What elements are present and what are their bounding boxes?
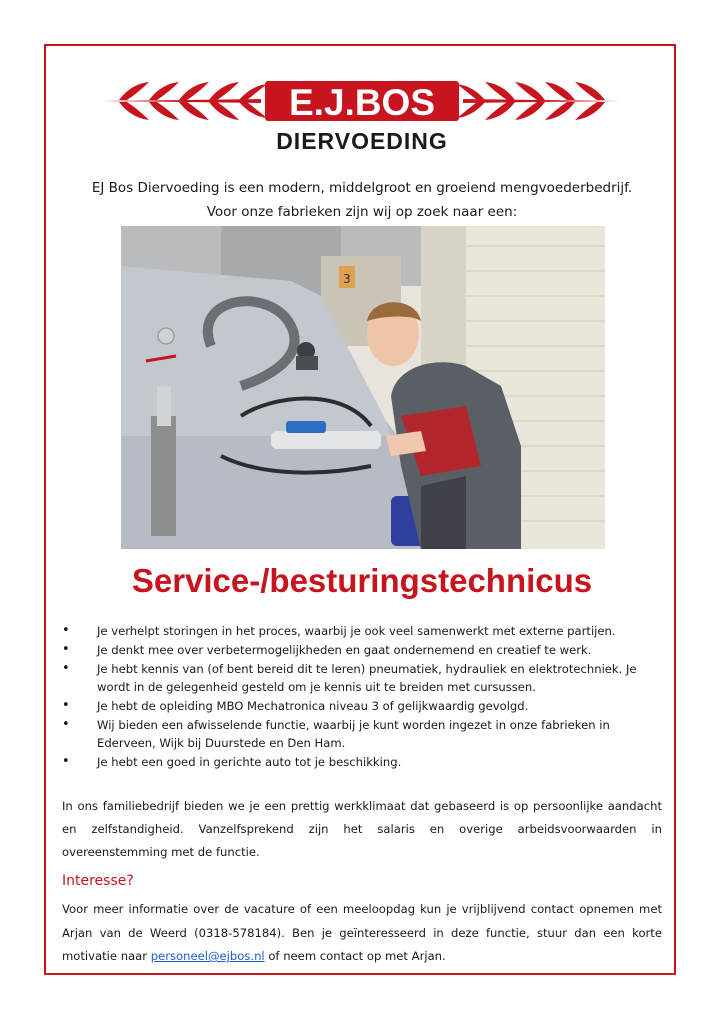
wheat-right-icon (457, 82, 621, 120)
logo-subtitle: DIERVOEDING (276, 128, 448, 154)
ejbos-logo (101, 78, 623, 124)
contact-text: Voor meer informatie over de vacature of een meeloopdag kun je vrijblijvend contact opnemen met Arjan van de Weerd (0318-578184). Ben je geïnteresseerd in deze functie, stuur dan een korte motivatie naar (62, 902, 662, 963)
wheat-left-icon (103, 82, 267, 120)
company-paragraph: In ons familiebedrijf bieden we je een prettig werkklimaat dat gebaseerd is op persoonlijke aandacht en zelfstandigheid. Vanzelfsprekend zijn het salaris en overige arbeidsvoorwaarden in overeenstemming met de functie. (62, 799, 662, 859)
list-item: • Je denkt mee over verbetermogelijkheden en gaat ondernemend en creatief te werk. (62, 641, 662, 659)
list-item: • Wij bieden een afwisselende functie, waarbij je kunt worden ingezet in onze fabrieken in Ederveen, Wijk bij Duurstede en Den Ham. (62, 716, 662, 752)
intro-text (60, 176, 664, 224)
requirements-list (62, 622, 662, 772)
intro-line-2: Voor onze fabrieken zijn wij op zoek naar een: (206, 204, 518, 220)
logo-text: E.J.BOS (289, 82, 435, 123)
interest-heading: Interesse? (62, 873, 134, 889)
job-title: Service-/besturingstechnicus (131, 562, 593, 599)
list-item: • Je hebt een goed in gerichte auto tot je beschikking. (62, 753, 662, 771)
email-link[interactable]: personeel@ejbos.nl (150, 949, 265, 963)
list-item: • Je hebt kennis van (of bent bereid dit te leren) pneumatiek, hydrauliek en elektrotechniek. Je wordt in de gelegenheid gesteld om je kennis uit te breiden met cursussen. (62, 660, 662, 696)
list-item: • Je hebt de opleiding MBO Mechatronica niveau 3 of gelijkwaardig gevolgd. (62, 697, 662, 715)
list-item: • Je verhelpt storingen in het proces, waarbij je ook veel samenwerkt met externe partijen. (62, 622, 662, 640)
intro-line-1: EJ Bos Diervoeding is een modern, middelgroot en groeiend mengvoederbedrijf. (91, 180, 633, 196)
technician-photo (121, 226, 605, 549)
contact-text-end: of neem contact op met Arjan. (264, 949, 446, 963)
contact-paragraph (62, 898, 662, 969)
machine-number-label: 3 (343, 272, 351, 286)
